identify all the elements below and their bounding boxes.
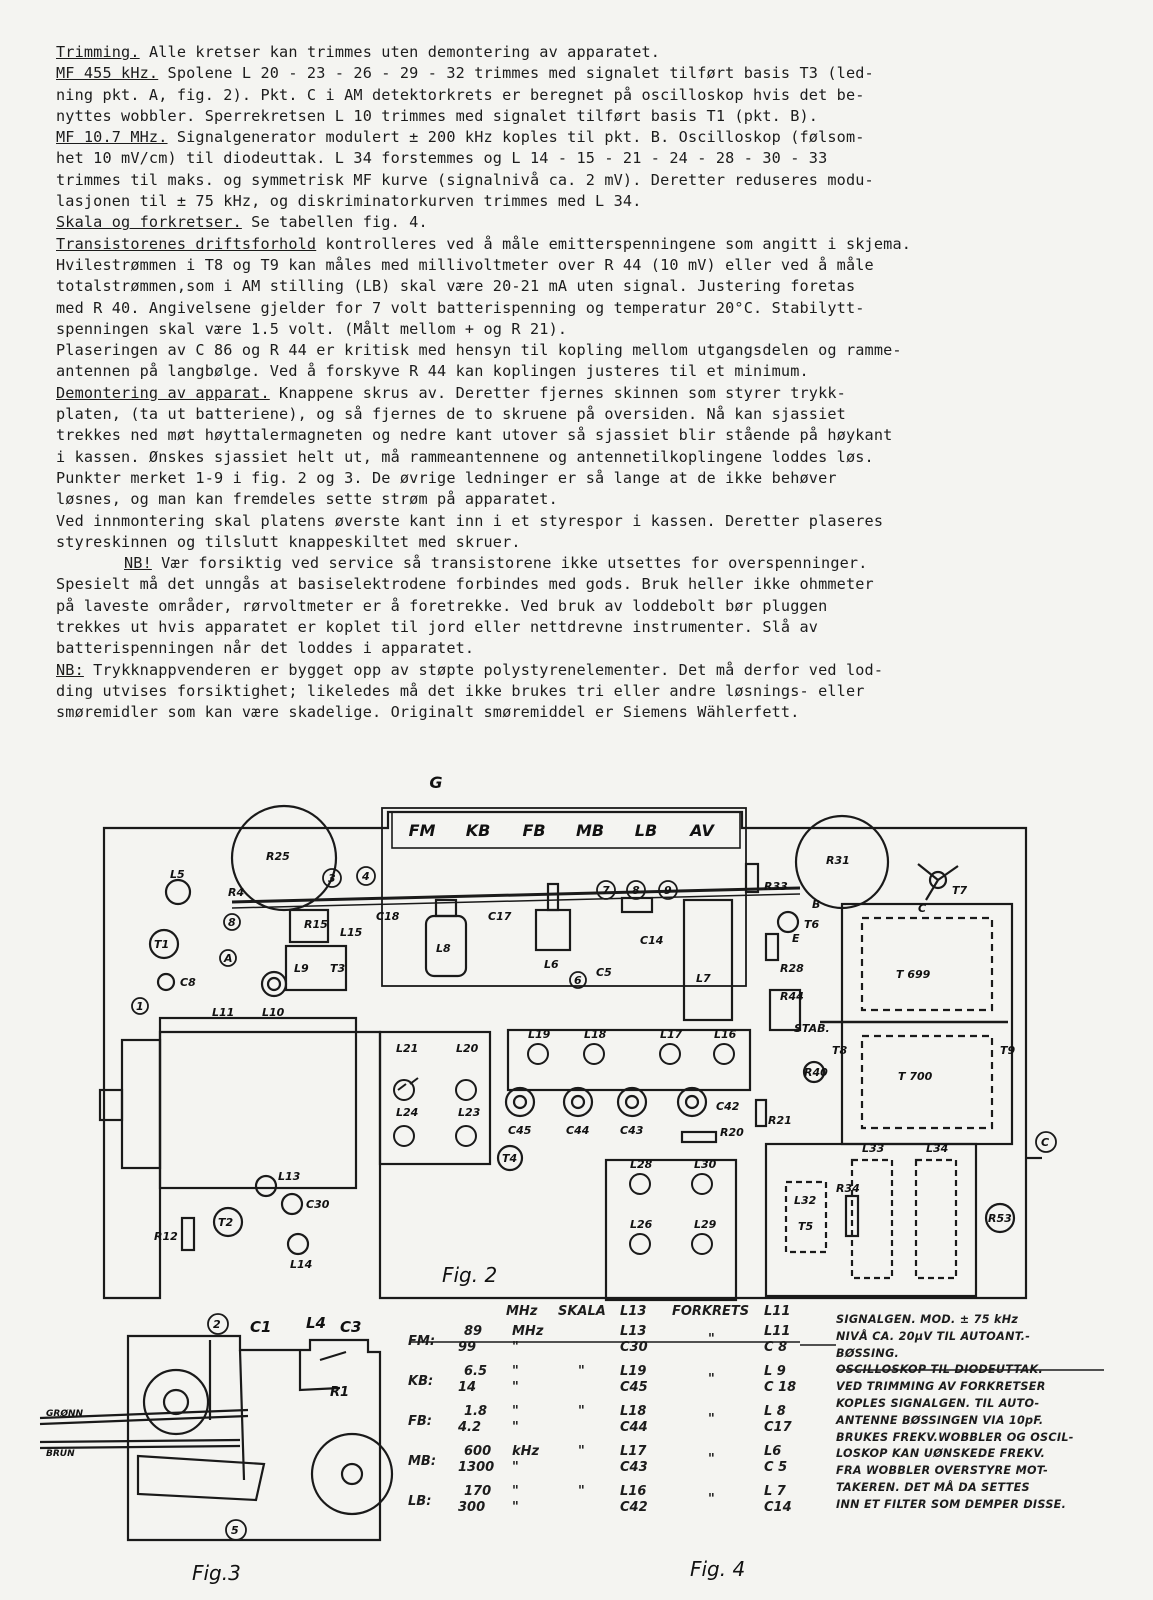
- point-8: 8: [228, 916, 236, 929]
- fig4-forkrets-cap: C 18: [764, 1380, 797, 1395]
- selector-av: AV: [690, 821, 714, 840]
- fig4-unit-ditto: ": [512, 1420, 519, 1435]
- label-l21: L21: [396, 1042, 419, 1055]
- fig4-unit: MHz: [512, 1324, 544, 1339]
- fig4-unit-ditto: ": [512, 1340, 519, 1355]
- label-l26: L26: [630, 1218, 653, 1231]
- fig4-forkrets-ditto: ": [708, 1332, 715, 1347]
- fig4-skala-ditto: ": [578, 1484, 585, 1499]
- label-r12: R12: [154, 1230, 178, 1243]
- label-l33: L33: [862, 1142, 885, 1155]
- label-l14: L14: [290, 1258, 313, 1271]
- fig4-forkrets-cap: C14: [764, 1500, 792, 1515]
- fig4-note-line: FRA WOBBLER OVERSTYRE MOT-: [836, 1464, 1049, 1478]
- fig4-band: MB:: [408, 1454, 437, 1469]
- label-t699: T 699: [896, 968, 931, 981]
- fig4-freq-start: 6.5: [464, 1364, 488, 1379]
- section-heading: Demontering av apparat.: [56, 383, 270, 402]
- line-text: med R 40. Angivelsene gjelder for 7 volt batterispenning og temperatur 20°C. Stabilytt-: [56, 298, 865, 317]
- fig4-skala-coil: L13: [620, 1324, 647, 1339]
- line-text: spenningen skal være 1.5 volt. (Målt mellom + og R 21).: [56, 319, 568, 338]
- line-text: Spesielt må det unngås at basiselektrodene forbindes med gods. Bruk heller ikke ohmmeter: [56, 575, 874, 594]
- fig4-forkrets-coil: L6: [764, 1444, 782, 1459]
- label-t9: T9: [1000, 1044, 1016, 1057]
- fig4-band: FB:: [408, 1414, 432, 1429]
- label-c14: C14: [640, 934, 664, 947]
- fig4-header-forkrets: FORKRETS: [672, 1304, 750, 1319]
- line-text: lasjonen til ± 75 kHz, og diskriminatorkurven trimmes med L 34.: [56, 192, 642, 211]
- line-text: trekkes ut hvis apparatet er koplet til jord eller nettdrevne instrumenter. Slå av: [56, 618, 819, 637]
- label-r33: R33: [764, 880, 788, 893]
- label-c45: C45: [508, 1124, 532, 1137]
- label-l6: L6: [544, 958, 559, 971]
- label-l24: L24: [396, 1106, 419, 1119]
- fig4-band: LB:: [408, 1494, 432, 1509]
- line-text: ning pkt. A, fig. 2). Pkt. C i AM detektorkrets er beregnet på oscilloskop hvis det be-: [56, 85, 865, 104]
- section-heading: MF 10.7 MHz.: [56, 128, 168, 147]
- line-text: styreskinnen og tilslutt knappeskiltet med skruer.: [56, 532, 521, 551]
- line-text: Spolene L 20 - 23 - 26 - 29 - 32 trimmes med signalet tilført basis T3 (led-: [158, 64, 874, 83]
- label-r15: R15: [304, 918, 328, 931]
- label-r40: R40: [804, 1066, 828, 1079]
- line-text: kontrolleres ved å måle emitterspenningene som angitt i skjema.: [316, 234, 912, 253]
- fig4-note-line: BØSSING.: [836, 1346, 900, 1360]
- fig4-skala-cap: C44: [620, 1420, 648, 1435]
- fig4-freq-start: 89: [464, 1324, 483, 1339]
- fig4-forkrets-cap: C 8: [764, 1340, 788, 1355]
- fig4-table: [408, 1304, 808, 1515]
- label-t3: T3: [330, 962, 346, 975]
- fig2-caption: Fig. 2: [442, 1263, 498, 1287]
- point-c: C: [1041, 1136, 1050, 1149]
- label-t8: T8: [832, 1044, 848, 1057]
- fig4-unit-ditto: ": [512, 1500, 519, 1515]
- fig4-note-line: KOPLES SIGNALGEN. TIL AUTO-: [836, 1396, 1040, 1410]
- label-r31: R31: [826, 854, 850, 867]
- line-text: platen, (ta ut batteriene), og så fjernes de to skruene på oversiden. Nå kan sjassiet: [56, 405, 846, 424]
- label-c8: C8: [180, 976, 196, 989]
- fig4-forkrets-coil: L 8: [764, 1404, 786, 1419]
- label-t700: T 700: [898, 1070, 933, 1083]
- fig4-forkrets-cap: C17: [764, 1420, 792, 1435]
- fig4-skala-ditto: ": [578, 1444, 585, 1459]
- label-c44: C44: [566, 1124, 590, 1137]
- label-t5: T5: [798, 1220, 814, 1233]
- label-c30: C30: [306, 1198, 330, 1211]
- line-text: nyttes wobbler. Sperrekretsen L 10 trimmes med signalet tilført basis T1 (pkt. B).: [56, 106, 819, 125]
- point-6: 6: [574, 974, 582, 987]
- point-8b: 8: [632, 884, 640, 897]
- section-heading: Skala og forkretser.: [56, 213, 242, 232]
- line-text: Trykknappvenderen er bygget opp av støpte polystyrenelementer. Det må derfor ved lod-: [83, 660, 884, 679]
- point-1: 1: [136, 1000, 144, 1013]
- fig3-label-green: GRØNN: [46, 1409, 84, 1419]
- label-c43: C43: [620, 1124, 644, 1137]
- label-c5: C5: [596, 966, 612, 979]
- section-heading: Trimming.: [56, 43, 140, 61]
- label-stab: STAB.: [794, 1022, 830, 1035]
- label-r21: R21: [768, 1114, 792, 1127]
- line-text: Hvilestrømmen i T8 og T9 kan måles med millivoltmeter over R 44 (10 mV) eller ved å måle: [56, 255, 874, 274]
- fig4-freq-end: 1300: [458, 1460, 495, 1475]
- fig4-skala-cap: C42: [620, 1500, 648, 1515]
- fig4-unit: ": [512, 1364, 519, 1379]
- label-t7: T7: [952, 884, 968, 897]
- selector-button-group: [409, 821, 716, 840]
- fig4-note-line: INN ET FILTER SOM DEMPER DISSE.: [836, 1497, 1067, 1511]
- fig4-forkrets-ditto: ": [708, 1492, 715, 1507]
- fig4-note-line: SIGNALGEN. MOD. ± 75 kHz: [836, 1313, 1019, 1326]
- fig4-header-skala-col: L13: [620, 1304, 647, 1319]
- fig4-notes: [836, 1312, 1126, 1514]
- section-heading: Transistorenes driftsforhold: [56, 234, 317, 253]
- label-r28: R28: [780, 962, 804, 975]
- fig4-skala-cap: C30: [620, 1340, 648, 1355]
- fig4-skala-ditto: ": [578, 1404, 585, 1419]
- label-c42: C42: [716, 1100, 740, 1113]
- fig3-label-l4: L4: [306, 1314, 326, 1332]
- label-l10: L10: [262, 1006, 285, 1019]
- selector-mb: MB: [575, 821, 605, 840]
- fig4-freq-end: 4.2: [458, 1420, 482, 1435]
- label-r44: R44: [780, 990, 804, 1003]
- label-t2: T2: [218, 1216, 234, 1229]
- fig3-point-5: 5: [231, 1524, 239, 1537]
- label-pin-b: B: [812, 898, 821, 911]
- fig4-forkrets-coil: L 9: [764, 1364, 786, 1379]
- line-text: Punkter merket 1-9 i fig. 2 og 3. De øvrige ledninger er så lange at de ikke behøver: [56, 468, 837, 487]
- label-r4: R4: [228, 886, 245, 899]
- fig3-drawing: [40, 1336, 392, 1540]
- label-l28: L28: [630, 1158, 653, 1171]
- fig4-freq-end: 300: [458, 1500, 486, 1515]
- point-7: 7: [602, 884, 610, 897]
- line-text: smøremidler som kan være skadelige. Originalt smøremiddel er Siemens Wählerfett.: [56, 703, 800, 722]
- line-text: Knappene skrus av. Deretter fjernes skinnen som styrer trykk-: [269, 383, 846, 402]
- fig3-label-c3: C3: [340, 1318, 362, 1336]
- fig4-unit: ": [512, 1404, 519, 1419]
- fig2-switch-label: G: [429, 773, 443, 792]
- label-l19: L19: [528, 1028, 551, 1041]
- line-text: batterispenningen når det loddes i apparatet.: [56, 639, 475, 658]
- line-text: i kassen. Ønskes sjassiet helt ut, må rammeantennene og antennetilkoplingene loddes løs.: [56, 447, 874, 466]
- fig4-skala-cap: C45: [620, 1380, 648, 1395]
- fig4-skala-coil: L18: [620, 1404, 647, 1419]
- fig4-unit: kHz: [512, 1444, 540, 1459]
- fig4-note-line: VED TRIMMING AV FORKRETSER: [836, 1380, 1046, 1394]
- fig4-forkrets-coil: L11: [764, 1324, 791, 1339]
- fig4-freq-start: 1.8: [464, 1404, 488, 1419]
- label-l17: L17: [660, 1028, 683, 1041]
- fig4-forkrets-ditto: ": [708, 1412, 715, 1427]
- fig4-note-line: OSCILLOSKOP TIL DIODEUTTAK.: [836, 1363, 1044, 1377]
- fig4-unit-ditto: ": [512, 1380, 519, 1395]
- fig4-freq-start: 170: [464, 1484, 492, 1499]
- point-a: A: [224, 952, 233, 965]
- fig4-caption: Fig. 4: [690, 1557, 746, 1581]
- selector-kb: KB: [465, 821, 491, 840]
- label-l23: L23: [458, 1106, 481, 1119]
- line-text: trimmes til maks. og symmetrisk MF kurve (signalnivå ca. 2 mV). Deretter reduseres modu-: [56, 170, 874, 189]
- section-heading: NB:: [56, 660, 84, 679]
- fig4-unit-ditto: ": [512, 1460, 519, 1475]
- point-9: 9: [664, 884, 672, 897]
- fig4-freq-end: 99: [458, 1340, 477, 1355]
- label-l20: L20: [456, 1042, 479, 1055]
- line-text: på laveste områder, rørvoltmeter er å foretrekke. Ved bruk av loddebolt bør pluggen: [56, 596, 828, 615]
- label-t6: T6: [804, 918, 820, 931]
- point-3: 3: [328, 872, 336, 885]
- line-text: ding utvises forsiktighet; likeledes må det ikke brukes tri eller andre løsnings- eller: [56, 681, 865, 700]
- label-r20: R20: [720, 1126, 744, 1139]
- label-pin-c: C: [918, 902, 927, 915]
- label-t1: T1: [154, 938, 170, 951]
- fig4-forkrets-ditto: ": [708, 1452, 715, 1467]
- fig4-skala-ditto: ": [578, 1364, 585, 1379]
- line-text: Vær forsiktig ved service så transistorene ikke utsettes for overspenninger.: [151, 554, 868, 573]
- fig4-skala-coil: L17: [620, 1444, 647, 1459]
- label-l18: L18: [584, 1028, 607, 1041]
- line-text: het 10 mV/cm) til diodeuttak. L 34 forstemmes og L 14 - 15 - 21 - 24 - 28 - 30 - 33: [56, 149, 828, 168]
- section-heading: NB!: [124, 554, 152, 573]
- fig3-point-2: 2: [213, 1318, 221, 1331]
- line-text: løsnes, og man kan fremdeles sette strøm på apparatet.: [56, 490, 558, 509]
- fig4-header-mhz: MHz: [506, 1304, 538, 1319]
- fig3-caption: Fig.3: [192, 1561, 241, 1585]
- fig3-label-r1: R1: [330, 1385, 350, 1400]
- label-r25: R25: [266, 850, 290, 863]
- line-text: totalstrømmen,som i AM stilling (LB) skal være 20-21 mA uten signal. Justering foretas: [56, 277, 856, 296]
- label-c17: C17: [488, 910, 512, 923]
- selector-lb: LB: [634, 821, 658, 840]
- fig4-unit: ": [512, 1484, 519, 1499]
- label-c18: C18: [376, 910, 400, 923]
- fig4-band: KB:: [408, 1374, 434, 1389]
- line-text: Signalgenerator modulert ± 200 kHz koples til pkt. B. Oscilloskop (følsom-: [167, 128, 865, 147]
- line-text: Alle kretser kan trimmes uten demontering av apparatet.: [139, 43, 661, 61]
- fig3-label-brown: BRUN: [46, 1449, 75, 1459]
- label-r53: R53: [988, 1212, 1012, 1225]
- fig4-note-line: TAKEREN. DET MÅ DA SETTES: [836, 1480, 1030, 1494]
- line-text: antennen på langbølge. Ved å forskyve R 44 kan koplingen justeres til et minimum.: [56, 362, 809, 381]
- fig4-header-skala: SKALA: [558, 1304, 606, 1319]
- label-l16: L16: [714, 1028, 737, 1041]
- fig4-forkrets-coil: L 7: [764, 1484, 786, 1499]
- fig4-forkrets-cap: C 5: [764, 1460, 788, 1475]
- fig4-freq-start: 600: [464, 1444, 492, 1459]
- fig4-skala-cap: C43: [620, 1460, 648, 1475]
- label-l13: L13: [278, 1170, 301, 1183]
- label-r34: R34: [836, 1182, 860, 1195]
- label-l32: L32: [794, 1194, 817, 1207]
- fig4-skala-coil: L16: [620, 1484, 647, 1499]
- label-l8: L8: [436, 942, 451, 955]
- point-4: 4: [362, 870, 370, 883]
- label-l5: L5: [170, 868, 185, 881]
- label-l11: L11: [212, 1006, 235, 1019]
- section-heading: MF 455 kHz.: [56, 64, 159, 83]
- label-l15: L15: [340, 926, 363, 939]
- label-l9: L9: [294, 962, 309, 975]
- fig4-freq-end: 14: [458, 1380, 477, 1395]
- fig4-forkrets-ditto: ": [708, 1372, 715, 1387]
- line-text: Plaseringen av C 86 og R 44 er kritisk med hensyn til kopling mellom utgangsdelen og ramme-: [56, 341, 902, 360]
- label-l30: L30: [694, 1158, 717, 1171]
- fig4-band: FM:: [408, 1334, 436, 1349]
- fig4-note-line: LOSKOP KAN UØNSKEDE FREKV.: [836, 1447, 1046, 1461]
- selector-fm: FM: [408, 821, 436, 840]
- label-l34: L34: [926, 1142, 949, 1155]
- fig4-note-line: ANTENNE BØSSINGEN VIA 10pF.: [836, 1413, 1044, 1427]
- selector-fb: FB: [522, 821, 546, 840]
- line-text: Se tabellen fig. 4.: [241, 213, 428, 232]
- label-l29: L29: [694, 1218, 717, 1231]
- label-l7: L7: [696, 972, 711, 985]
- line-text: Ved innmontering skal platens øverste kant inn i et styrespor i kassen. Deretter plaseres: [56, 511, 884, 530]
- fig4-note-line: NIVÅ CA. 20μV TIL AUTOANT.-: [836, 1329, 1031, 1343]
- fig4-skala-coil: L19: [620, 1364, 647, 1379]
- fig3-label-c1: C1: [250, 1318, 272, 1336]
- fig4-note-line: BRUKES FREKV.WOBBLER OG OSCIL-: [836, 1430, 1074, 1444]
- label-t4: T4: [502, 1152, 518, 1165]
- fig4-header-forkrets-col: L11: [764, 1304, 791, 1319]
- line-text: trekkes ned møt høyttalermagneten og nedre kant utover så sjassiet blir stående på høykant: [56, 426, 893, 445]
- label-pin-e: E: [792, 932, 800, 945]
